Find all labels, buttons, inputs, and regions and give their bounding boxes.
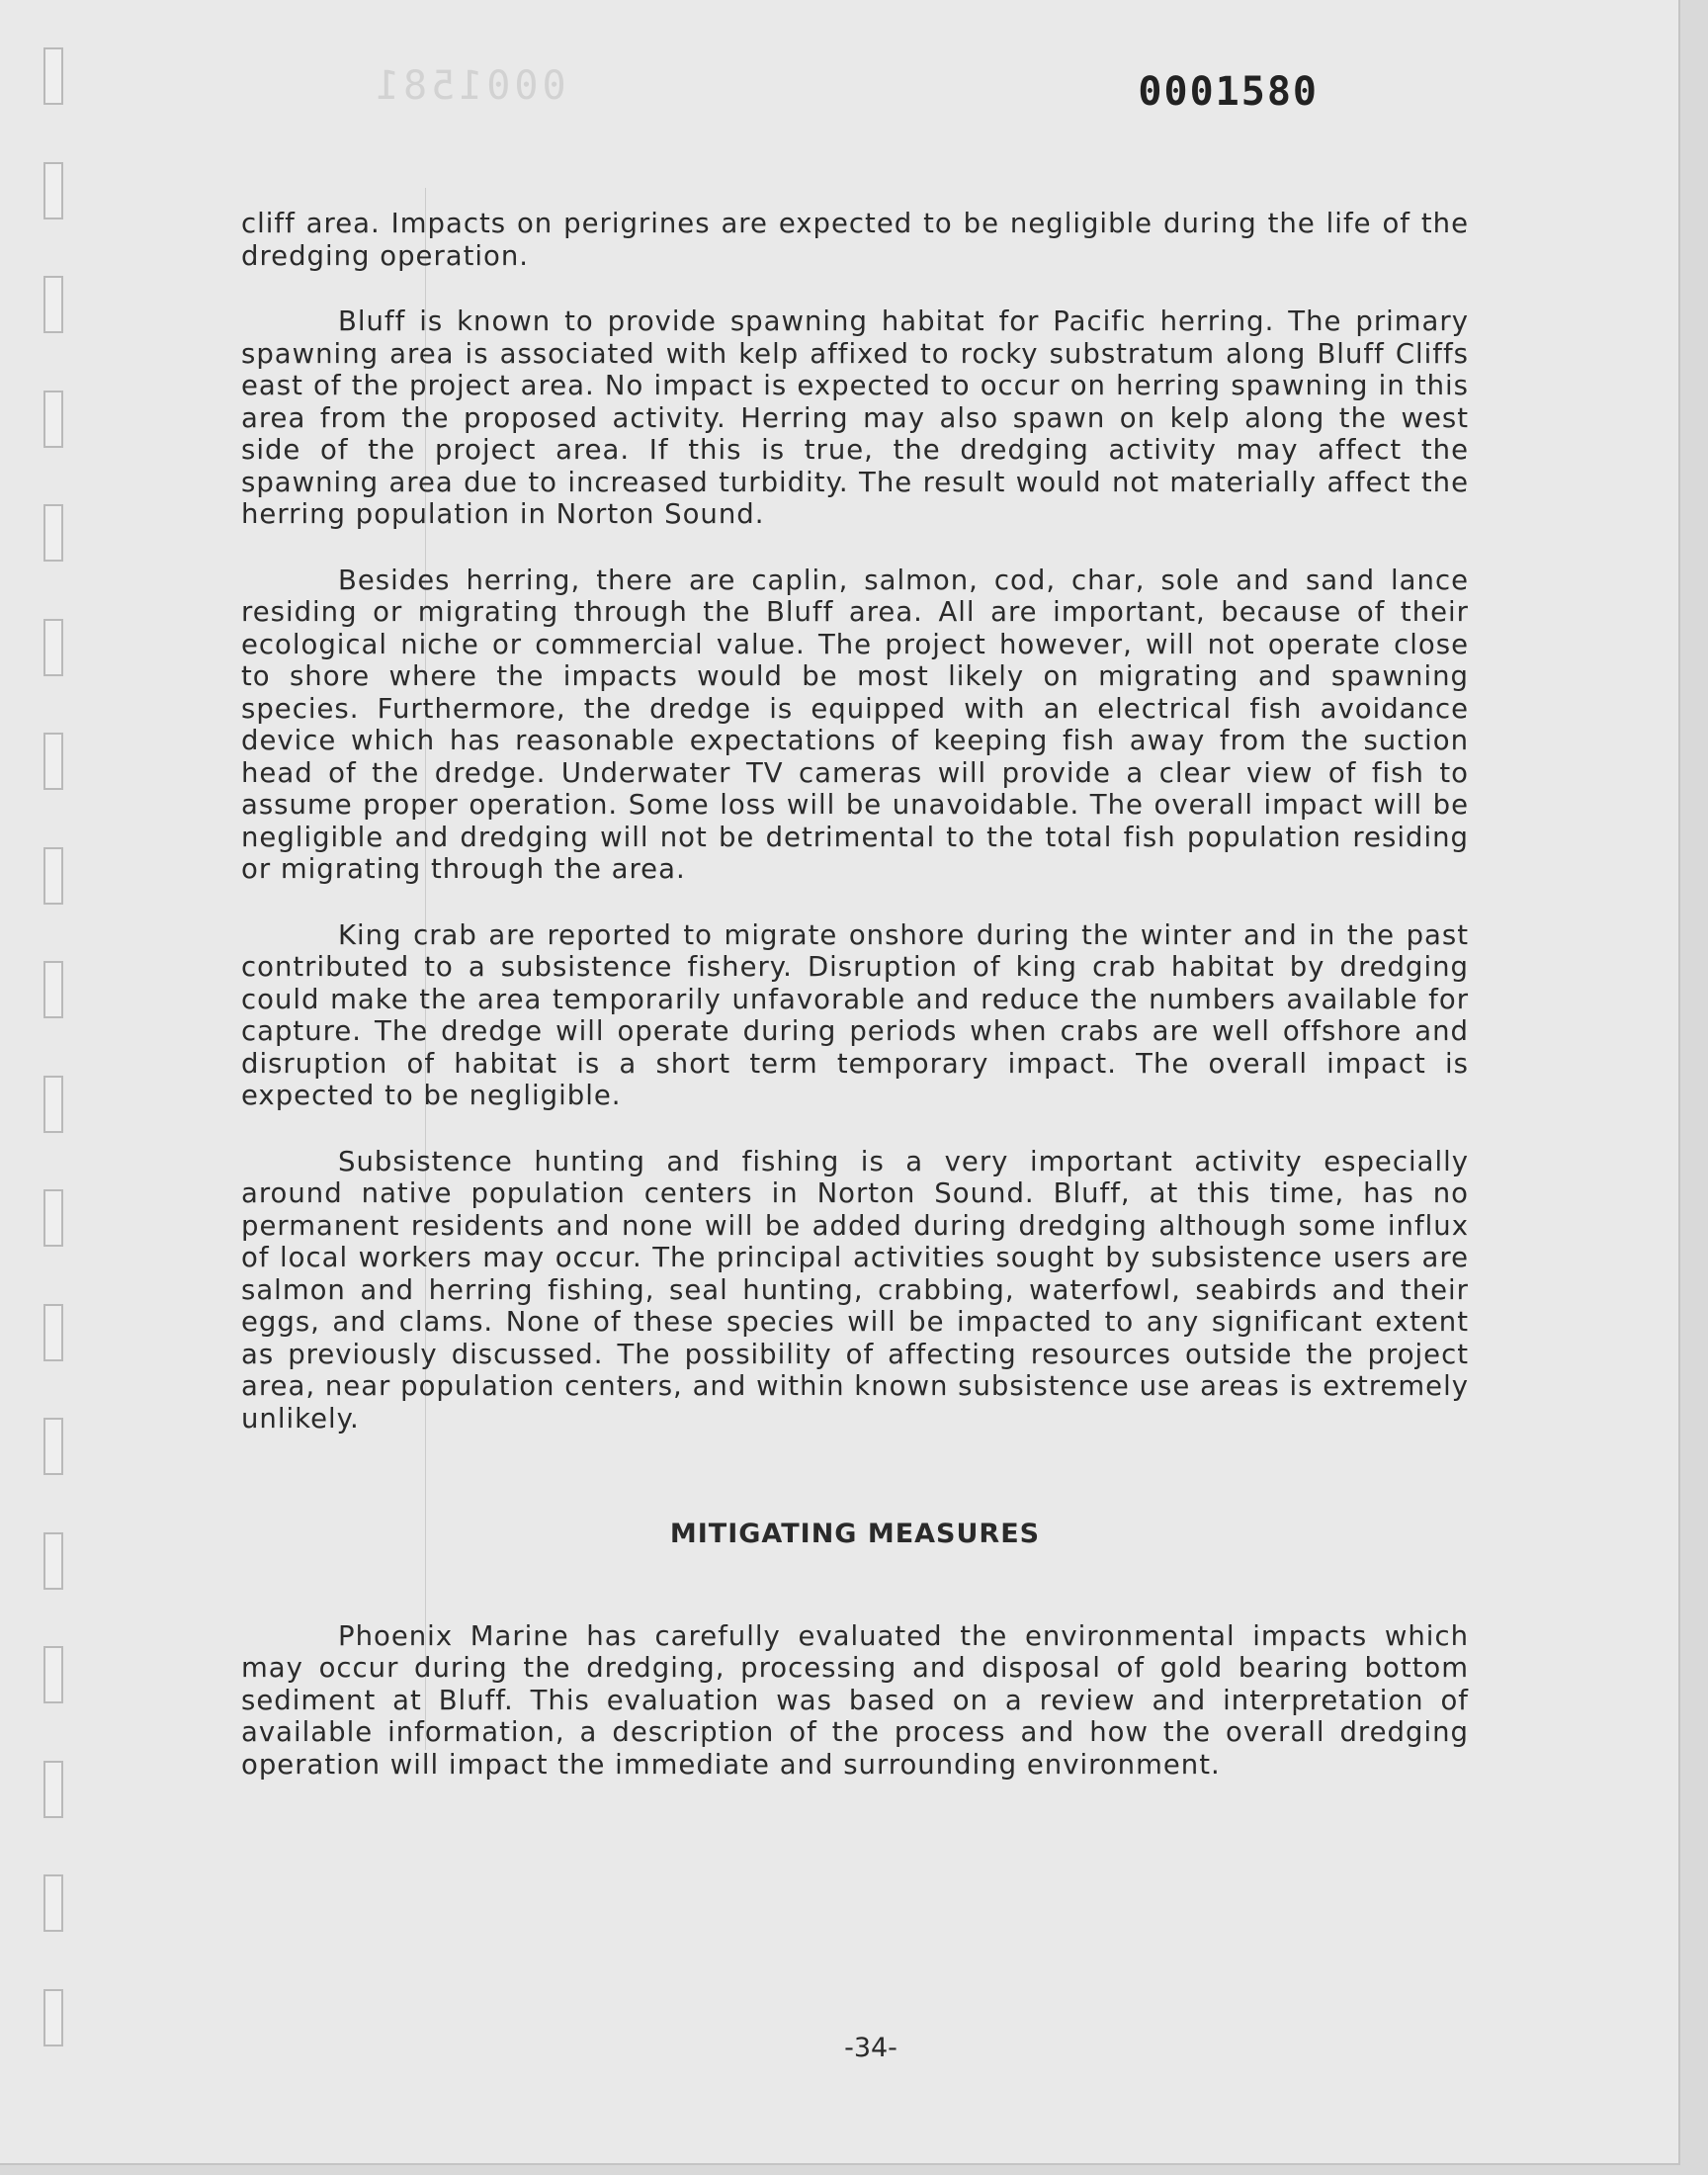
page-number: -34- [844,2033,897,2063]
binder-holes [43,47,67,2103]
binder-hole [43,1532,63,1590]
section-heading: MITIGATING MEASURES [669,1519,1041,1549]
binder-hole [43,391,63,448]
binder-hole [43,619,63,676]
binder-hole [43,504,63,562]
document-body [241,208,1469,1814]
paragraph: Phoenix Marine has carefully evaluated the environmental impacts which may occur during the dredging, processing and disposal of gold bearing bottom sediment at Bluff. This evaluation was based on a review and interpretation of available information, a description of the process and how the overall dredging operation will impact the immediate and surrounding environment. [241,1619,1469,1781]
paragraph: Bluff is known to provide spawning habitat for Pacific herring. The primary spawning area is associated with kelp affixed to rocky substratum along Bluff Cliffs east of the project area. No impact is expected to occur on herring spawning in this area from the proposed activity. Herring may also spawn on kelp along the west side of the project area. If this is true, the dredging activity may affect the spawning area due to increased turbidity. The result would not materially affect the herring population in Norton Sound. [241,305,1469,530]
binder-hole [43,1646,63,1703]
binder-hole [43,1874,63,1932]
binder-hole [43,1761,63,1818]
binder-hole [43,1189,63,1247]
binder-hole [43,1304,63,1361]
bleed-through-number: 0001581 [372,63,566,109]
binder-hole [43,1418,63,1475]
binder-hole [43,47,63,105]
binder-hole [43,162,63,219]
paragraph: King crab are reported to migrate onshore during the winter and in the past contributed to a subsistence fishery. Disruption of king crab habitat by dredging could make the area temporarily unfavorable and reduce the numbers available for capture. The dredge will operate during periods when crabs are well offshore and disruption of habitat is a short term temporary impact. The overall impact is expected to be negligible. [241,918,1469,1111]
binder-hole [43,961,63,1018]
document-number: 0001580 [1138,69,1319,115]
binder-hole [43,733,63,790]
binder-hole [43,847,63,905]
binder-hole [43,1076,63,1133]
paragraph: cliff area. Impacts on perigrines are expected to be negligible during the life of the dredging operation. [241,208,1469,272]
paragraph: Subsistence hunting and fishing is a very important activity especially around native population centers in Norton Sound. Bluff, at this time, has no permanent residents and none will be added during dredging although some influx of local workers may occur. The principal activities sought by subsistence users are salmon and herring fishing, seal hunting, crabbing, waterfowl, seabirds and their eggs, and clams. None of these species will be impacted to any significant extent as previously discussed. The possibility of affecting resources outside the project area, near population centers, and within known subsistence use areas is extremely unlikely. [241,1145,1469,1435]
paragraph: Besides herring, there are caplin, salmon, cod, char, sole and sand lance residing or migrating through the Bluff area. All are important, because of their ecological niche or commercial value. The project however, will not operate close to shore where the impacts would be most likely on migrating and spawning species. Furthermore, the dredge is equipped with an electrical fish avoidance device which has reasonable expectations of keeping fish away from the suction head of the dredge. Underwater TV cameras will provide a clear view of fish to assume proper operation. Some loss will be unavoidable. The overall impact will be negligible and dredging will not be detrimental to the total fish population residing or migrating through the area. [241,564,1469,885]
binder-hole [43,276,63,333]
